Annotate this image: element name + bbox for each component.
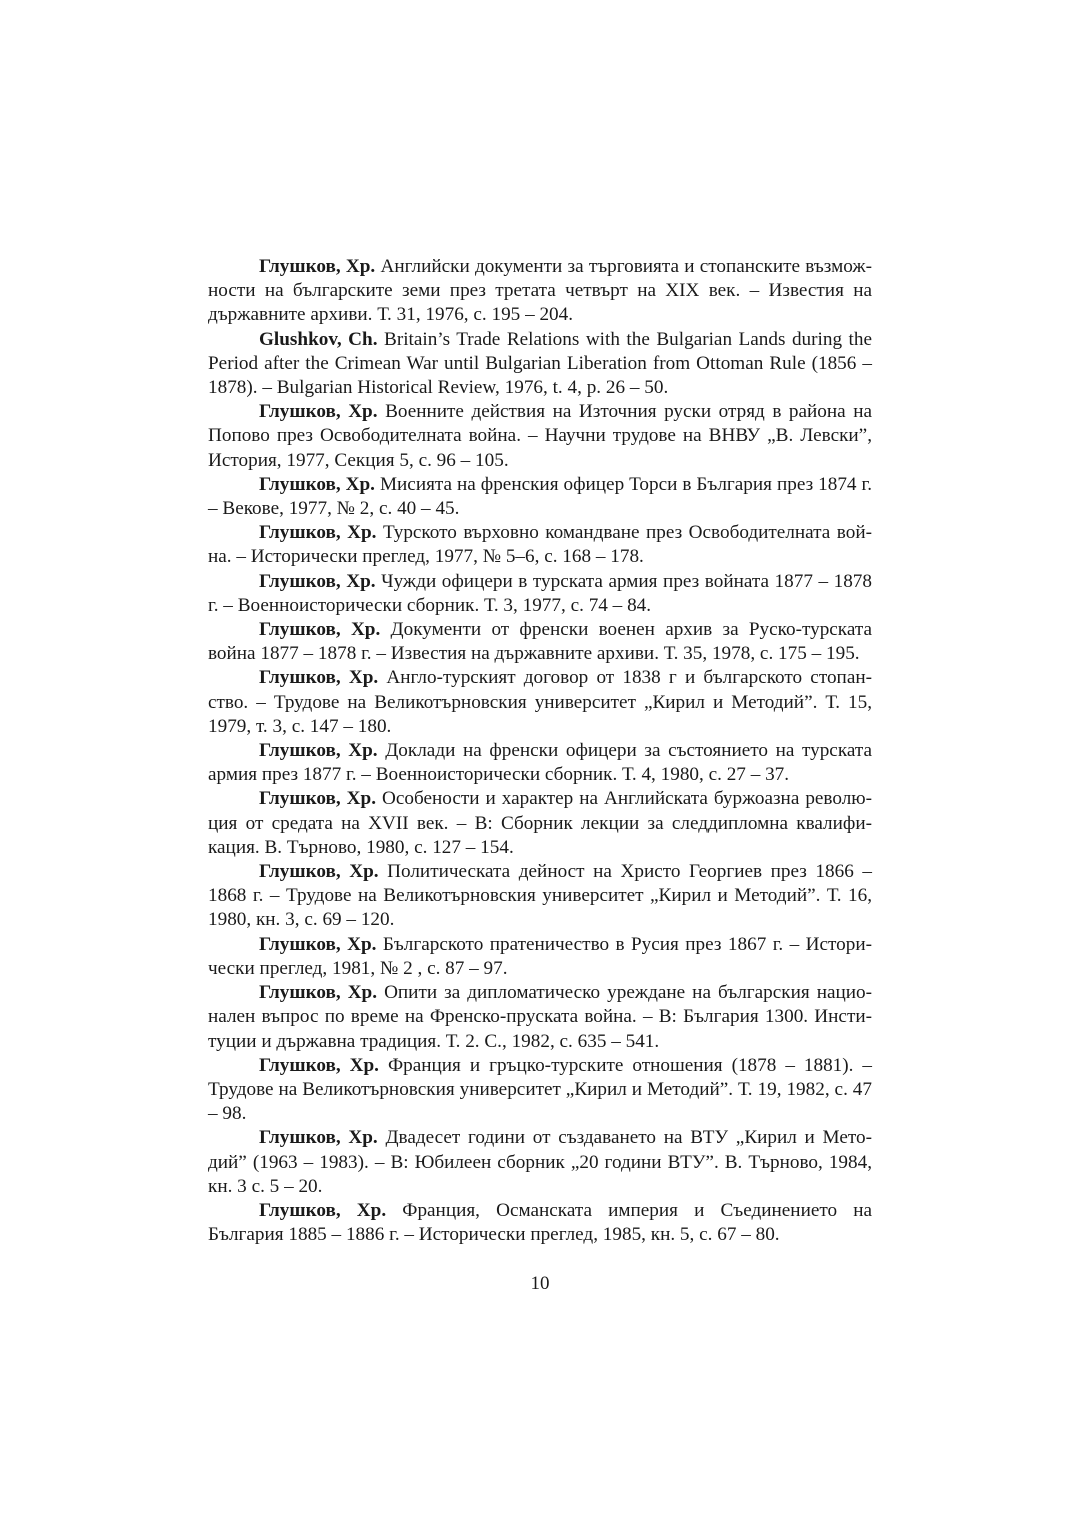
entry-author: Glushkov, Ch. <box>259 328 378 350</box>
bibliography-entry <box>208 860 872 933</box>
entry-author: Глушков, Хр. <box>259 982 378 1004</box>
entry-author: Глушков, Хр. <box>259 861 379 883</box>
entry-text: Доклади на френски офицери за състоянието на турската армия през 1877 г. – Военноисторически сборник. Т. 4, 1980, с. 27 – 37. <box>208 740 873 786</box>
bibliography-entry <box>208 1199 872 1247</box>
entry-text: Англо-турският договор от 1838 г и българското стопанство. – Трудове на Великотърновския университет „Кирил и Методий”. Т. 15, 1979, т. 3, с. 147 – 180. <box>208 667 872 737</box>
entry-author: Глушков, Хр. <box>259 667 379 689</box>
bibliography-entry <box>208 473 872 521</box>
bibliography-entry <box>208 1126 872 1199</box>
entry-author: Глушков, Хр. <box>259 619 381 641</box>
bibliography-entry <box>208 618 872 666</box>
bibliography-list <box>208 255 872 1247</box>
entry-text: Опити за дипломатическо уреждане на българския национален въпрос по време на Френско-пруската война. – В: България 1300. Институции и държавна традиция. Т. 2. С., 1982, с. 635 – 541. <box>208 982 873 1052</box>
bibliography-entry <box>208 981 872 1054</box>
entry-author: Глушков, Хр. <box>259 401 378 423</box>
entry-text: Франция и гръцко-турските отношения (1878 – 1881). – Трудове на Великотърновския университет „Кирил и Методий”. Т. 19, 1982, с. 47 – 98. <box>208 1054 873 1125</box>
entry-author: Глушков, Хр. <box>259 256 376 277</box>
entry-text: Политическата дейност на Христо Георгиев през 1866 – 1868 г. – Трудове на Великотърновския университет „Кирил и Методий”. Т. 16, 1980, кн. 3, с. 69 – 120. <box>208 861 872 931</box>
bibliography-entry <box>208 666 872 739</box>
entry-text: Чужди офицери в турската армия през войната 1877 – 1878 г. – Военноисторически сборник. Т. 3, 1977, с. 74 – 84. <box>208 570 872 616</box>
bibliography-entry <box>208 255 872 328</box>
entry-author: Глушков, Хр. <box>259 1199 387 1221</box>
page-number: 10 <box>530 1273 550 1294</box>
bibliography-entry <box>208 933 872 981</box>
bibliography-entry <box>208 570 872 618</box>
bibliography-entry <box>208 787 872 860</box>
entry-text: Турското върховно командване през Освободителната война. – Исторически преглед, 1977, № 5–6, с. 168 – 178. <box>208 522 872 568</box>
bibliography-entry <box>208 400 872 473</box>
entry-author: Глушков, Хр. <box>259 788 376 810</box>
entry-text: Английски документи за търговията и стопанските възможности на българските земи през третата четвърт на XIX век. – Известия на държавните архиви. Т. 31, 1976, с. 195 – 204. <box>208 256 872 326</box>
entry-author: Глушков, Хр. <box>259 473 375 495</box>
entry-author: Глушков, Хр. <box>259 570 376 592</box>
entry-author: Глушков, Хр. <box>259 1054 379 1076</box>
bibliography-entry <box>208 1054 872 1127</box>
entry-text: Особености и характер на Английската буржоазна революция от средата на XVII век. – В: Сборник лекции за следдипломна квалификация. В. Търново, 1980, с. 127 – 154. <box>208 788 873 858</box>
entry-author: Глушков, Хр. <box>259 522 377 544</box>
bibliography-entry <box>208 521 872 569</box>
entry-text: Франция, Османската империя и Съединението на България 1885 – 1886 г. – Исторически преглед, 1985, кн. 5, с. 67 – 80. <box>208 1199 872 1246</box>
bibliography-entry <box>208 328 872 401</box>
entry-text: Военните действия на Източния руски отряд в района на Попово през Освободителната война. – Научни трудове на ВНВУ „В. Левски”, История, 1977, Секция 5, с. 96 – 105. <box>208 401 872 471</box>
entry-author: Глушков, Хр. <box>259 933 377 955</box>
bibliography-entry <box>208 739 872 787</box>
entry-author: Глушков, Хр. <box>259 1127 378 1149</box>
entry-author: Глушков, Хр. <box>259 740 378 762</box>
entry-text: Britain’s Trade Relations with the Bulgarian Lands during the Period after the Crimean War until Bulgarian Liberation from Ottoman Rule (1856 – 1878). – Bulgarian Historical Review, 1976, t. 4, p. 26 – 50. <box>208 328 872 399</box>
entry-text: Мисията на френския офицер Торси в България през 1874 г. – Векове, 1977, № 2, с. 40 – 45. <box>208 473 872 520</box>
entry-text: Двадесет години от създаването на ВТУ „Кирил и Методий” (1963 – 1983). – В: Юбилеен сборник „20 години ВТУ”. В. Търново, 1984, кн. 3 с. 5 – 20. <box>208 1127 872 1197</box>
entry-text: Българското пратеничество в Русия през 1867 г. – Исторически преглед, 1981, № 2 , с. 87 – 97. <box>208 933 872 979</box>
entry-text: Документи от френски военен архив за Руско-турската война 1877 – 1878 г. – Известия на държавните архиви. Т. 35, 1978, с. 175 – 195. <box>208 619 872 665</box>
